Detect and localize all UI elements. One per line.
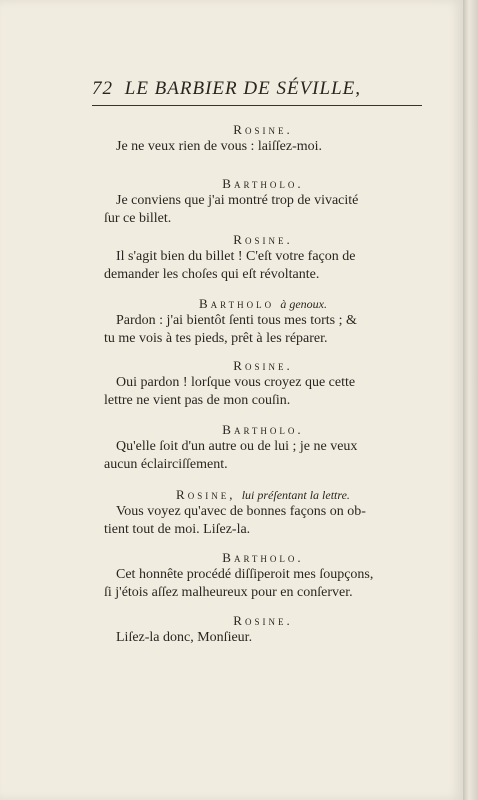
dialogue-line: ſi j'étois aſſez malheureux pour en conſerver. (104, 585, 353, 600)
dialogue-line: demander les choſes qui eſt révoltante. (104, 267, 320, 282)
dialogue-line: Oui pardon ! lorſque vous croyez que cette (116, 375, 356, 390)
running-title: LE BARBIER DE SÉVILLE, (124, 78, 361, 99)
speaker-name: Rosine. (233, 232, 293, 247)
dialogue-block (104, 358, 422, 410)
running-header (92, 78, 422, 100)
dialogue-line: Pardon : j'ai bientôt ſenti tous mes torts ; & (116, 313, 357, 328)
dialogue-block (104, 422, 422, 474)
dialogue-line: Je conviens que j'ai montré trop de vivacité (116, 193, 359, 208)
dialogue-line: tu me vois à tes pieds, prêt à les réparer. (104, 331, 328, 346)
speaker-name: Bartholo. (222, 176, 304, 191)
speaker-name: Rosine. (233, 613, 293, 628)
page-edge (463, 0, 478, 800)
dialogue-block (104, 232, 422, 284)
dialogue-block (104, 487, 422, 539)
dialogue-line: Il s'agit bien du billet ! C'eſt votre façon de (116, 249, 356, 264)
speaker-name: Rosine. (233, 358, 293, 373)
page-number: 72 (92, 78, 113, 99)
speaker-name: Bartholo. (222, 422, 304, 437)
speaker-name: Rosine. (233, 122, 293, 137)
dialogue-block (104, 122, 422, 156)
speaker-name: Bartholo à genoux. (198, 296, 328, 311)
dialogue-line: tient tout de moi. Liſez-la. (104, 522, 251, 537)
dialogue-line: Liſez-la donc, Monſieur. (116, 630, 253, 645)
speaker-name: Rosine, lui préſentant la lettre. (176, 487, 350, 502)
dialogue-block (104, 613, 422, 647)
dialogue-block (104, 176, 422, 228)
dialogue-line: Vous voyez qu'avec de bonnes façons on ob- (116, 504, 366, 519)
dialogue-line: ſur ce billet. (104, 211, 172, 226)
dialogue-line: Qu'elle ſoit d'un autre ou de lui ; je ne veux (116, 439, 358, 454)
stage-direction: lui préſentant la lettre. (241, 488, 350, 502)
header-rule (92, 105, 422, 106)
dialogue-block (104, 550, 422, 602)
stage-direction: à genoux. (280, 297, 328, 311)
dialogue-line: Cet honnête procédé diſſiperoit mes ſoupçons, (116, 567, 374, 582)
dialogue-line: aucun éclairciſſement. (104, 457, 228, 472)
dialogue-block (104, 296, 422, 348)
speaker-name: Bartholo. (222, 550, 304, 565)
dialogue-line: lettre ne vient pas de mon couſin. (104, 393, 291, 408)
dialogue-line: Je ne veux rien de vous : laiſſez-moi. (116, 139, 323, 154)
